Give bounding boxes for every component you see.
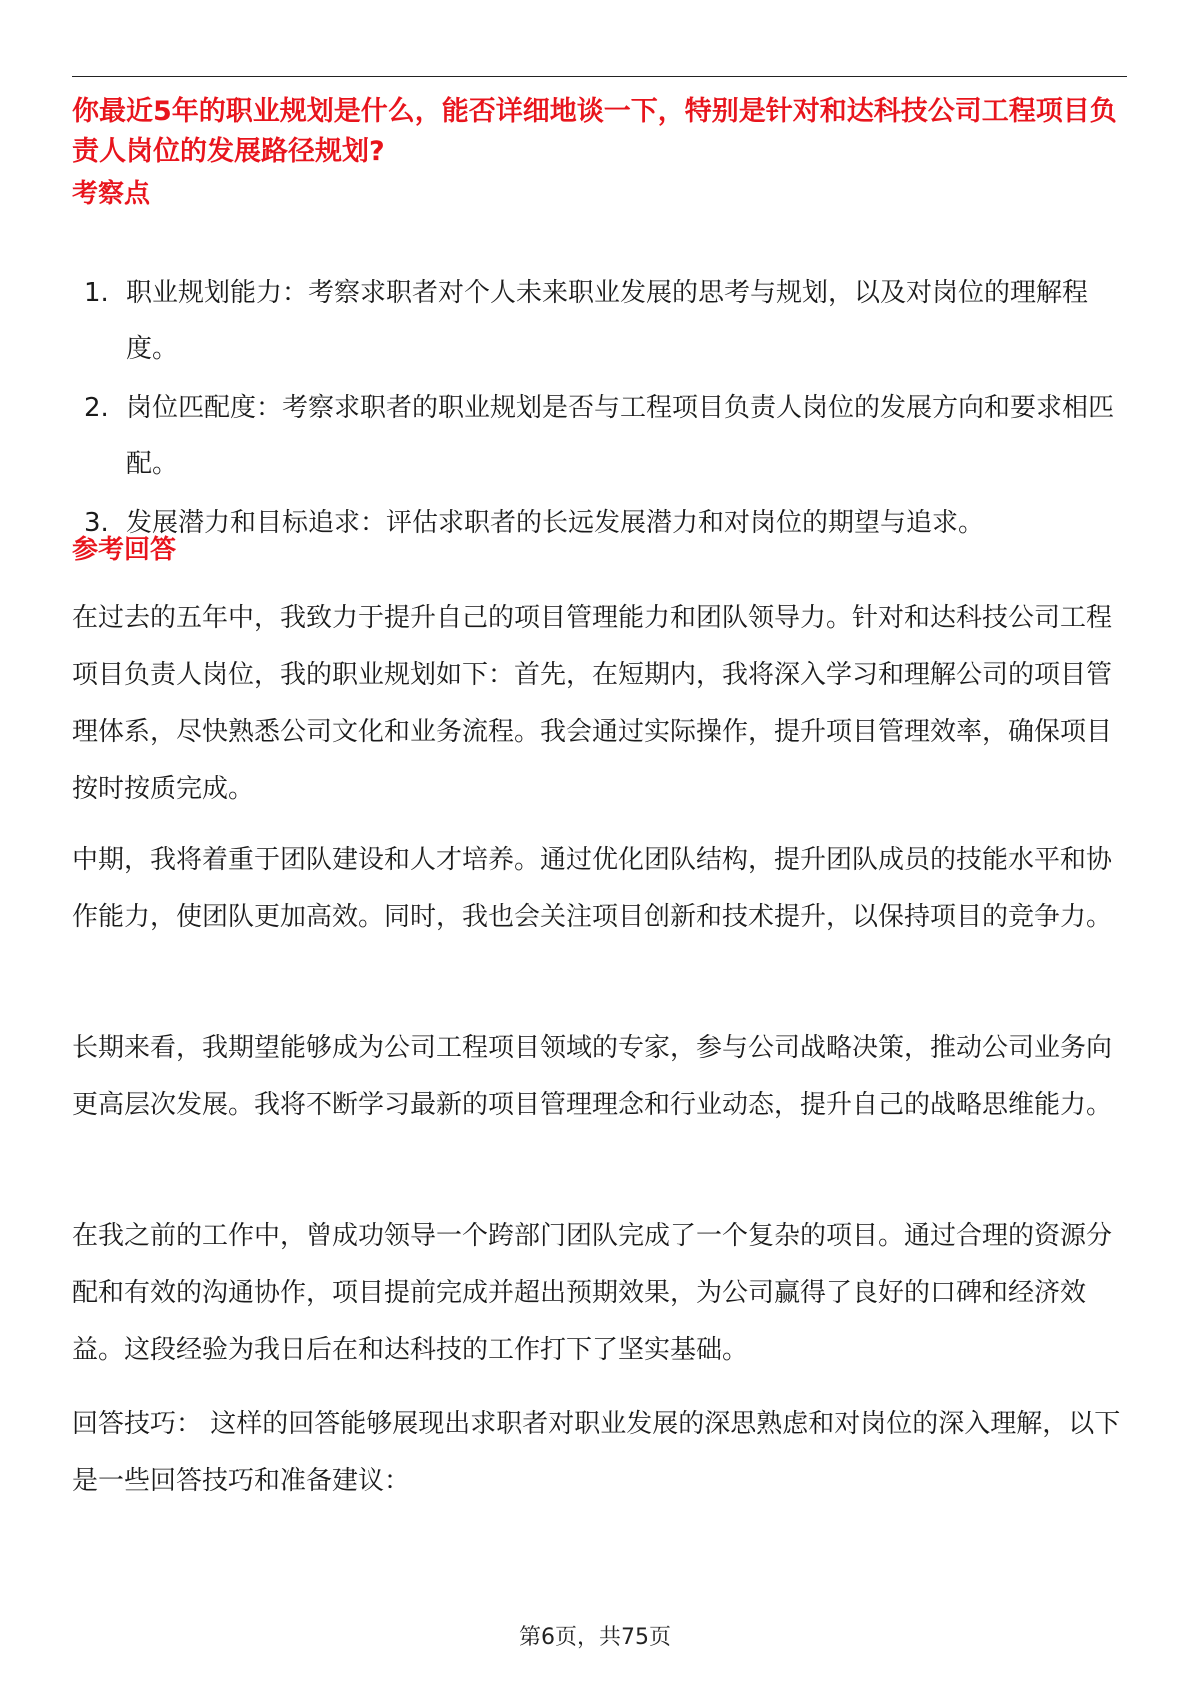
list-item [72,265,1132,377]
reference-answer-heading: 参考回答 [72,535,177,565]
answer-paragraph-1: 在过去的五年中，我致力于提升自己的项目管理能力和团队领导力。针对和达科技公司工程项目负责人岗位，我的职业规划如下：首先，在短期内，我将深入学习和理解公司的项目管理体系，尽快熟悉公司文化和业务流程。我会通过实际操作，提升项目管理效率，确保项目按时按质完成。 [72,603,1113,804]
list-item [72,380,1132,492]
top-divider [72,76,1127,77]
question-title: 你最近5年的职业规划是什么，能否详细地谈一下，特别是针对和达科技公司工程项目负责人岗位的发展路径规划? [72,96,1117,167]
page-number-footer: 第6页，共75页 [519,1625,671,1650]
answer-paragraph-2: 中期，我将着重于团队建设和人才培养。通过优化团队结构，提升团队成员的技能水平和协作能力，使团队更加高效。同时，我也会关注项目创新和技术提升，以保持项目的竞争力。 [72,845,1113,932]
list-item [72,495,1132,551]
exam-points-heading: 考察点 [72,179,151,209]
list-item-number: 1. [84,278,109,308]
answer-tips-paragraph: 回答技巧： 这样的回答能够展现出求职者对职业发展的深思熟虑和对岗位的深入理解，以下是一些回答技巧和准备建议： [72,1409,1121,1496]
list-item-text: 岗位匹配度：考察求职者的职业规划是否与工程项目负责人岗位的发展方向和要求相匹配。 [126,393,1115,479]
exam-points-list [72,265,1132,554]
list-item-text: 发展潜力和目标追求：评估求职者的长远发展潜力和对岗位的期望与追求。 [126,508,985,538]
list-item-text: 职业规划能力：考察求职者对个人未来职业发展的思考与规划，以及对岗位的理解程度。 [126,278,1089,364]
list-item-number: 2. [84,393,109,423]
answer-paragraph-4: 在我之前的工作中，曾成功领导一个跨部门团队完成了一个复杂的项目。通过合理的资源分配和有效的沟通协作，项目提前完成并超出预期效果，为公司赢得了良好的口碑和经济效益。这段经验为我日后在和达科技的工作打下了坚实基础。 [72,1221,1113,1365]
answer-paragraph-3: 长期来看，我期望能够成为公司工程项目领域的专家，参与公司战略决策，推动公司业务向更高层次发展。我将不断学习最新的项目管理理念和行业动态，提升自己的战略思维能力。 [72,1033,1113,1120]
list-item-number: 3. [84,508,109,538]
